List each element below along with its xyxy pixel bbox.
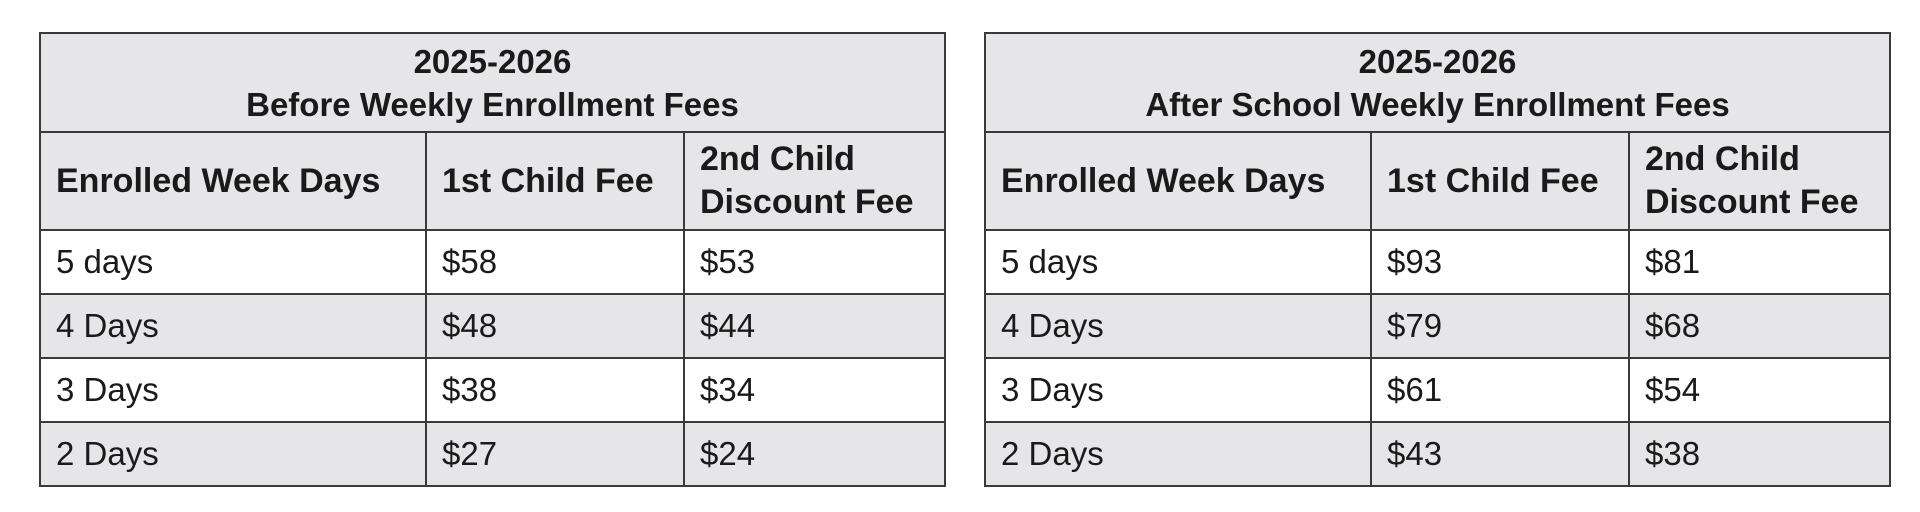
table-row [985,358,1890,422]
table-row [40,358,945,422]
first-child-fee-cell: $61 [1371,358,1629,422]
second-child-fee-cell: $24 [684,422,945,486]
table-title-cell [40,33,945,132]
column-header-first-child-fee: 1st Child Fee [426,132,684,230]
first-child-fee-cell: $58 [426,230,684,294]
column-header-week-days: Enrolled Week Days [40,132,426,230]
column-header-row [40,132,945,230]
week-days-cell: 3 Days [40,358,426,422]
week-days-cell: 5 days [40,230,426,294]
table-row [40,422,945,486]
week-days-cell: 2 Days [40,422,426,486]
column-header-second-child-discount-fee: 2nd Child Discount Fee [1629,132,1890,230]
table-title-row [985,33,1890,132]
second-child-fee-cell: $34 [684,358,945,422]
table-row [40,294,945,358]
second-child-fee-cell: $68 [1629,294,1890,358]
week-days-cell: 4 Days [985,294,1371,358]
first-child-fee-cell: $93 [1371,230,1629,294]
first-child-fee-cell: $43 [1371,422,1629,486]
column-header-first-child-fee: 1st Child Fee [1371,132,1629,230]
first-child-fee-cell: $27 [426,422,684,486]
table-title-row [40,33,945,132]
column-header-row [985,132,1890,230]
first-child-fee-cell: $48 [426,294,684,358]
table-row [40,230,945,294]
table-title: After School Weekly Enrollment Fees [1145,85,1730,123]
column-header-week-days: Enrolled Week Days [985,132,1371,230]
table-year: 2025-2026 [413,42,572,80]
after-school-weekly-fees-table [984,32,1891,487]
week-days-cell: 4 Days [40,294,426,358]
column-header-second-child-discount-fee: 2nd Child Discount Fee [684,132,945,230]
first-child-fee-cell: $79 [1371,294,1629,358]
second-child-fee-cell: $44 [684,294,945,358]
table-row [985,422,1890,486]
before-weekly-fees-table [39,32,946,487]
week-days-cell: 3 Days [985,358,1371,422]
week-days-cell: 2 Days [985,422,1371,486]
second-child-fee-cell: $53 [684,230,945,294]
first-child-fee-cell: $38 [426,358,684,422]
table-year: 2025-2026 [1358,42,1517,80]
table-title: Before Weekly Enrollment Fees [246,85,739,123]
table-title-cell [985,33,1890,132]
week-days-cell: 5 days [985,230,1371,294]
second-child-fee-cell: $54 [1629,358,1890,422]
second-child-fee-cell: $38 [1629,422,1890,486]
table-row [985,230,1890,294]
table-row [985,294,1890,358]
second-child-fee-cell: $81 [1629,230,1890,294]
